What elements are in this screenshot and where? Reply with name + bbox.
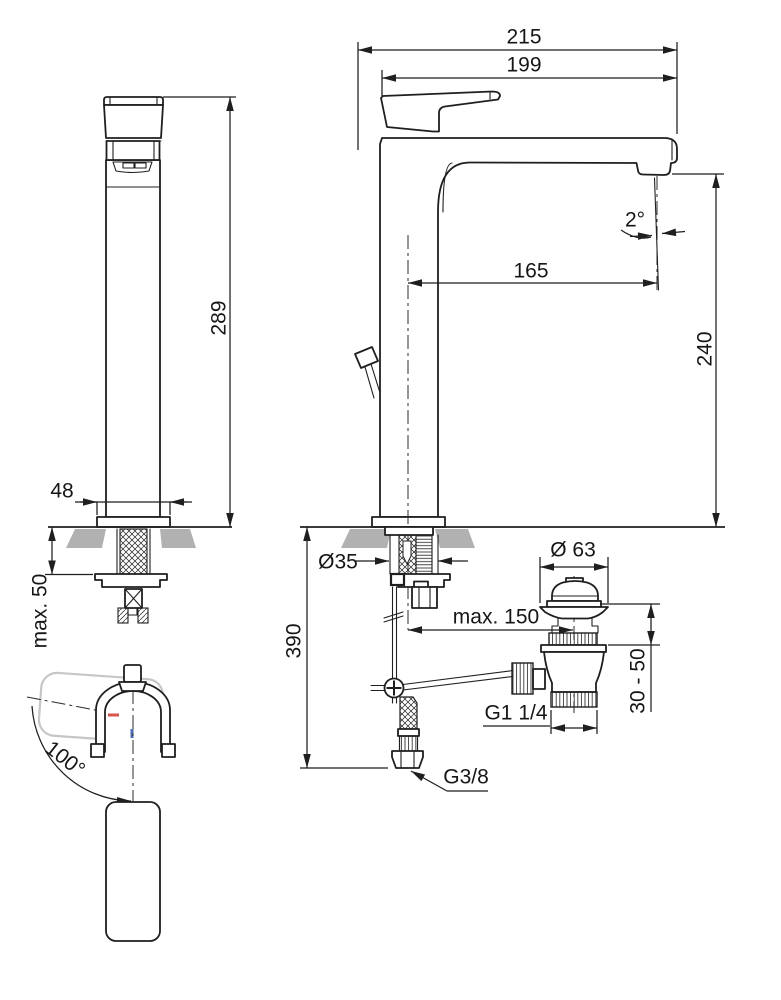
dim-label-215: 215 [506,25,542,49]
waste-rim [540,607,608,619]
bell-foot-left [91,744,104,757]
dim-label-max150: max. 150 [452,605,540,629]
linkage-rod [403,671,513,691]
waste-neck [552,619,598,634]
side-handle-lever [381,92,500,132]
dim-label-d63: Ø 63 [550,538,596,562]
counter-section-right-b [435,529,475,548]
front-cartridge-ring [107,141,160,160]
dim-height-289 [163,97,236,527]
dim-supply-thread [411,766,489,792]
waste-knurled-knob [512,663,533,694]
lever-knob-top [124,665,141,682]
waste-bottom-thread [551,692,597,707]
shank-flange [385,527,433,535]
lever-knob-base [119,682,146,691]
hose-ferrule [398,729,419,736]
popup-rod-knob [355,347,378,368]
waste-flange [541,645,606,652]
dim-label-390: 390 [282,623,306,659]
front-mount-leg-right [138,608,148,623]
bell-foot-right [162,744,175,757]
front-body-column [106,160,160,517]
dim-label-240: 240 [693,331,717,367]
dim-hole-35 [318,551,468,574]
dim-label-d35: Ø35 [318,550,358,574]
side-body-outline [380,138,677,517]
hose-connector [400,736,418,751]
dim-label-199: 199 [506,53,542,77]
waste-cap-dome [552,581,598,601]
dim-label-48: 48 [50,479,74,503]
rod-break-symbol [384,612,403,622]
front-mount-center [128,608,137,615]
dim-label-g38: G3/8 [443,765,489,789]
dim-outlet-height-240 [672,174,724,527]
front-mounting-washer [95,574,167,587]
angle-arrow-right [662,232,685,234]
front-view [97,97,170,527]
waste-bell-body [544,652,604,692]
top-view [27,665,175,941]
right-counter [300,527,725,548]
drain-assembly [512,576,608,713]
mounting-nut [412,587,437,608]
popup-rod-stem [365,364,381,398]
dim-deck-30-50 [600,604,660,714]
supply-nut [392,751,423,768]
dim-label-100deg: 100° [40,736,90,782]
shank-thread [416,535,432,574]
front-mount-leg-left [118,608,128,623]
top-view-spout-body [106,802,160,941]
extension-lines [551,710,597,734]
front-handle-cap [104,97,163,105]
counter-section-right-a [341,529,391,548]
dim-spout-angle [621,176,685,292]
dim-label-289: 289 [207,300,231,336]
dim-reach-165 [408,260,657,284]
dim-label-165: 165 [513,259,549,283]
waste-adjuster-stub [533,669,545,689]
waste-thread-collar [549,633,597,645]
dim-label-2deg: 2° [624,208,646,232]
counter-section-left-a [66,529,106,548]
leader-arrow [411,771,447,791]
pivot-stub [371,686,384,691]
counter-section-left-b [160,529,196,548]
angle-arrow-left [630,236,652,237]
front-handle-body [104,105,163,138]
dim-depths [358,26,677,151]
flex-hose [400,697,417,729]
rod-clamp [391,574,404,585]
front-threaded-shank [120,529,147,574]
below-counter-assembly [371,527,513,768]
dim-label-30-50: 30 - 50 [626,648,650,714]
front-base-plate [97,517,170,527]
dim-label-max50: max. 50 [28,573,52,649]
dim-label-g114: G1 1/4 [484,701,548,725]
